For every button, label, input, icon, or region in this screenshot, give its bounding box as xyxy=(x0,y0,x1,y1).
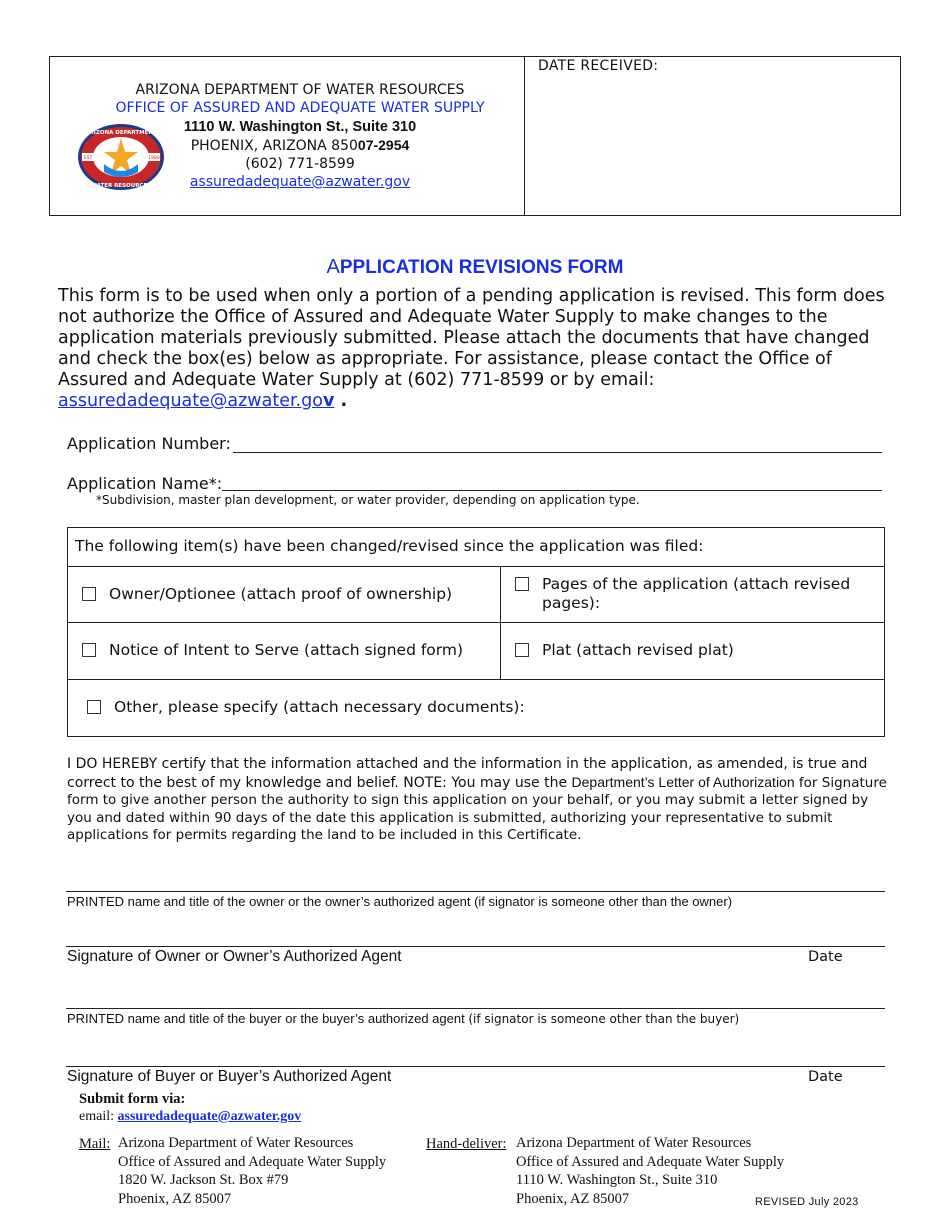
submit-form-label: Submit form via: xyxy=(79,1091,186,1107)
hand-line-1: Arizona Department of Water Resources xyxy=(516,1135,752,1151)
footer-email-row xyxy=(79,1108,301,1127)
owner-printed-line[interactable] xyxy=(66,891,885,892)
notice-checkbox[interactable] xyxy=(82,643,96,657)
application-name-footnote: *Subdivision, master plan development, or water provider, depending on application type. xyxy=(96,493,640,507)
application-name-input[interactable] xyxy=(222,490,882,491)
title-rest: PPLICATION REVISIONS FORM xyxy=(339,257,624,278)
application-name-label: Application Name*: xyxy=(67,474,223,493)
logo-bottom-text: WATER RESOURCES xyxy=(90,183,152,189)
pages-item-label: Pages of the application (attach revised pages): xyxy=(542,575,851,612)
application-number-input[interactable] xyxy=(233,452,882,453)
owner-date-label: Date xyxy=(808,949,843,965)
buyer-printed-label-b: (if signator is someone other than the buyer) xyxy=(468,1012,740,1026)
hand-line-3: 1110 W. Washington St., Suite 310 xyxy=(516,1172,718,1188)
other-item-label: Other, please specify (attach necessary documents): xyxy=(114,698,525,716)
plat-checkbox[interactable] xyxy=(515,643,529,657)
footer-email-label: email: xyxy=(79,1109,114,1124)
office-name: OFFICE OF ASSURED AND ADEQUATE WATER SUPPLY xyxy=(115,100,485,116)
mail-line-2: Office of Assured and Adequate Water Supply xyxy=(118,1153,387,1170)
agency-name: ARIZONA DEPARTMENT OF WATER RESOURCES xyxy=(135,82,465,98)
mail-line-1: Arizona Department of Water Resources xyxy=(118,1135,354,1151)
intro-email-link[interactable] xyxy=(58,391,334,411)
table-rule-2 xyxy=(67,622,885,623)
logo-top-text: ARIZONA DEPARTMENT xyxy=(85,130,157,136)
application-number-label: Application Number: xyxy=(67,434,231,453)
pages-checkbox[interactable] xyxy=(515,577,529,591)
intro-text: This form is to be used when only a portion of a pending application is revised. This form does not authorize the Office of Assured and Adequate Water Supply to make changes to the application materials previously submitted. Please attach the documents that have changed and check the box(es) below as appropriate. For assistance, please contact the Office of Assured and Adequate Water Supply at (602) 771-8599 or by email: xyxy=(58,286,885,390)
logo-year: 1980 xyxy=(148,156,160,161)
revised-date: REVISED July 2023 xyxy=(755,1196,859,1208)
plat-item-label: Plat (attach revised plat) xyxy=(542,641,734,659)
table-rule-1 xyxy=(67,566,885,567)
owner-signature-line[interactable] xyxy=(66,946,885,947)
notice-item-label: Notice of Intent to Serve (attach signed form) xyxy=(109,641,464,659)
buyer-printed-line[interactable] xyxy=(66,1008,885,1009)
logo-est: EST xyxy=(83,156,93,161)
owner-signature-label: Signature of Owner or Owner’s Authorized Agent xyxy=(67,948,402,965)
certification-paragraph xyxy=(67,756,892,845)
hand-line-2: Office of Assured and Adequate Water Supply xyxy=(516,1153,785,1170)
table-col-divider xyxy=(500,566,501,679)
owner-item-label: Owner/Optionee (attach proof of ownership) xyxy=(109,585,453,603)
hand-deliver-address xyxy=(516,1134,784,1208)
date-received-label: DATE RECEIVED: xyxy=(538,58,659,74)
intro-trailing: . xyxy=(334,391,348,411)
title-first-letter: A xyxy=(326,256,340,278)
intro-paragraph xyxy=(58,286,898,412)
buyer-signature-line[interactable] xyxy=(66,1066,885,1067)
intro-email-main: assuredadequate@azwater.go xyxy=(58,391,323,411)
footer-email-link[interactable]: assuredadequate@azwater.gov xyxy=(117,1109,302,1124)
hand-deliver-label: Hand-deliver: xyxy=(426,1136,507,1152)
owner-printed-label: PRINTED name and title of the owner or the owner’s authorized agent (if signator is someone other than the owner) xyxy=(67,894,733,909)
table-header-text: The following item(s) have been changed/revised since the application was filed: xyxy=(75,537,704,555)
mail-line-3: 1820 W. Jackson St. Box #79 xyxy=(118,1172,289,1188)
buyer-date-label: Date xyxy=(808,1069,843,1085)
zip-suffix: 07-2954 xyxy=(357,137,410,153)
form-title xyxy=(0,256,950,279)
buyer-printed-label-a: PRINTED name and title of the buyer or the buyer’s authorized agent xyxy=(67,1011,469,1026)
header-email-link[interactable]: assuredadequate@azwater.gov xyxy=(189,174,411,190)
table-rule-3 xyxy=(67,679,885,680)
buyer-signature-label: Signature of Buyer or Buyer’s Authorized Agent xyxy=(67,1068,392,1085)
owner-checkbox[interactable] xyxy=(82,587,96,601)
header-phone: (602) 771-8599 xyxy=(245,156,355,172)
city-state: PHOENIX, ARIZONA 850 xyxy=(190,138,358,154)
other-checkbox[interactable] xyxy=(87,700,101,714)
mail-address xyxy=(118,1134,386,1208)
buyer-printed-label xyxy=(67,1011,739,1026)
mail-line-4: Phoenix, AZ 85007 xyxy=(118,1190,232,1207)
hand-line-4: Phoenix, AZ 85007 xyxy=(516,1190,630,1207)
city-address xyxy=(75,136,525,155)
cert-part3: for Signature form to give another person the authority to sign this application on your behalf, or you may submit a letter signed by you and dated within 90 days of the date this application is submitted, authorizing your representative to submit applications for permits regarding the land to be included in this Certificate. xyxy=(67,774,887,843)
cert-letter-of-authorization: Department’s Letter of Authorization xyxy=(571,773,795,790)
cert-part1: I DO HEREBY certify that the information attached and the information in the application, as amended, is true and correct to the best of my knowledge and belief. NOTE: You may use the xyxy=(67,756,868,791)
street-address: 1110 W. Washington St., Suite 310 xyxy=(183,119,417,135)
mail-label: Mail: xyxy=(79,1136,111,1152)
intro-email-end: v xyxy=(322,391,335,411)
